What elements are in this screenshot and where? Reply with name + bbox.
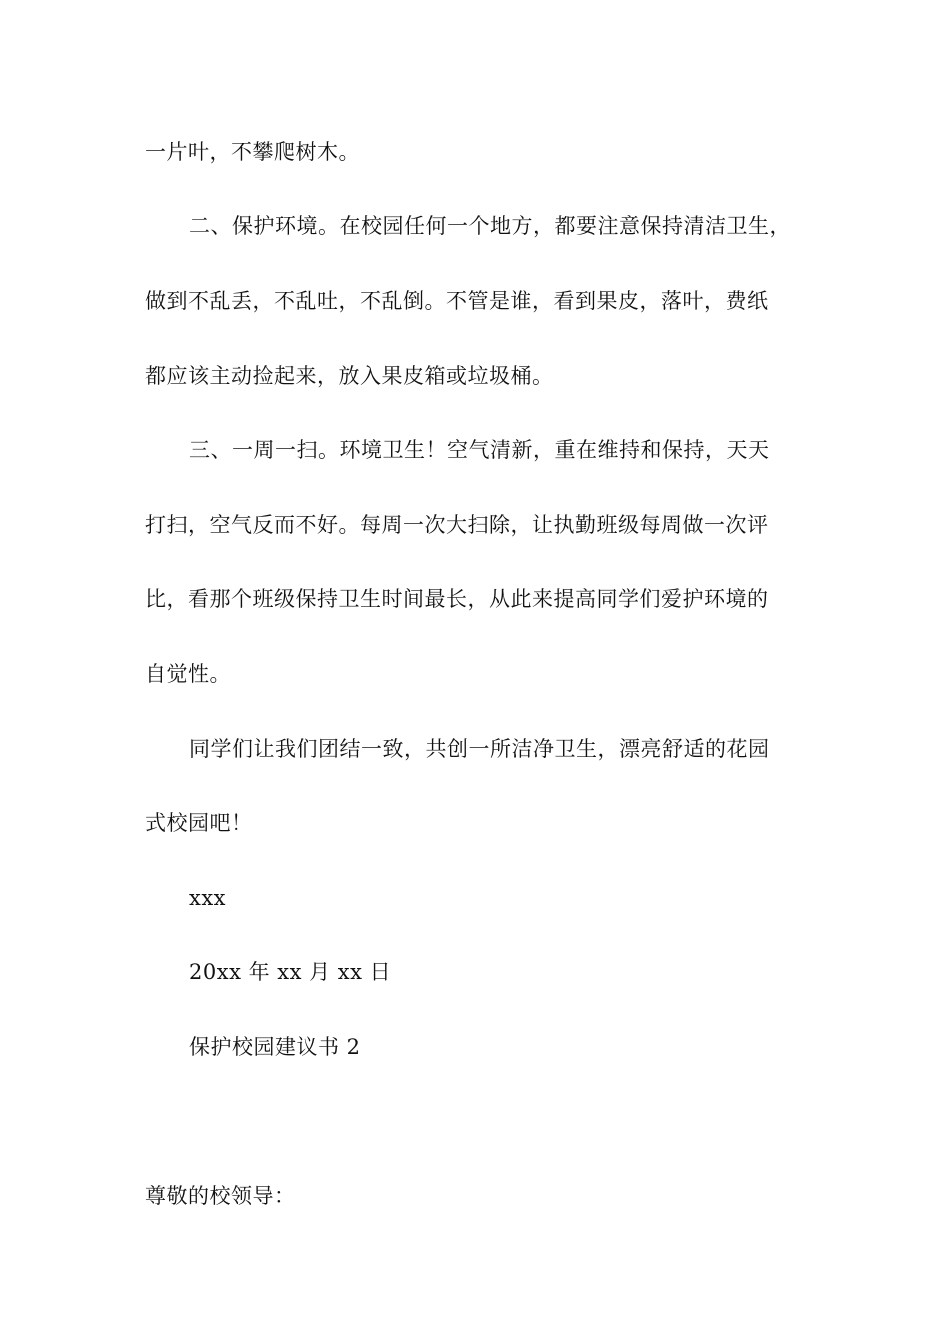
signature-name: xxx: [189, 886, 227, 910]
paragraph-line: 三、一周一扫。环境卫生！空气清新，重在维持和保持，天天: [189, 438, 770, 462]
paragraph-line: 一片叶，不攀爬树木。: [145, 140, 360, 164]
paragraph-line: 打扫，空气反而不好。每周一次大扫除，让执勤班级每周做一次评: [145, 513, 769, 537]
paragraph-line: 式校园吧！: [145, 811, 253, 835]
paragraph-line: 都应该主动捡起来，放入果皮箱或垃圾桶。: [145, 364, 554, 388]
paragraph-line: 二、保护环境。在校园任何一个地方，都要注意保持清洁卫生，: [189, 214, 791, 238]
paragraph-line: 比，看那个班级保持卫生时间最长，从此来提高同学们爱护环境的: [145, 587, 769, 611]
paragraph-line: 同学们让我们团结一致，共创一所洁净卫生，漂亮舒适的花园: [189, 737, 770, 761]
section-title: 保护校园建议书 2: [189, 1035, 361, 1059]
salutation: 尊敬的校领导：: [145, 1184, 296, 1208]
signature-date: 20xx 年 xx 月 xx 日: [189, 960, 392, 984]
paragraph-line: 自觉性。: [145, 662, 231, 686]
paragraph-line: 做到不乱丢，不乱吐，不乱倒。不管是谁，看到果皮，落叶，费纸: [145, 289, 769, 313]
